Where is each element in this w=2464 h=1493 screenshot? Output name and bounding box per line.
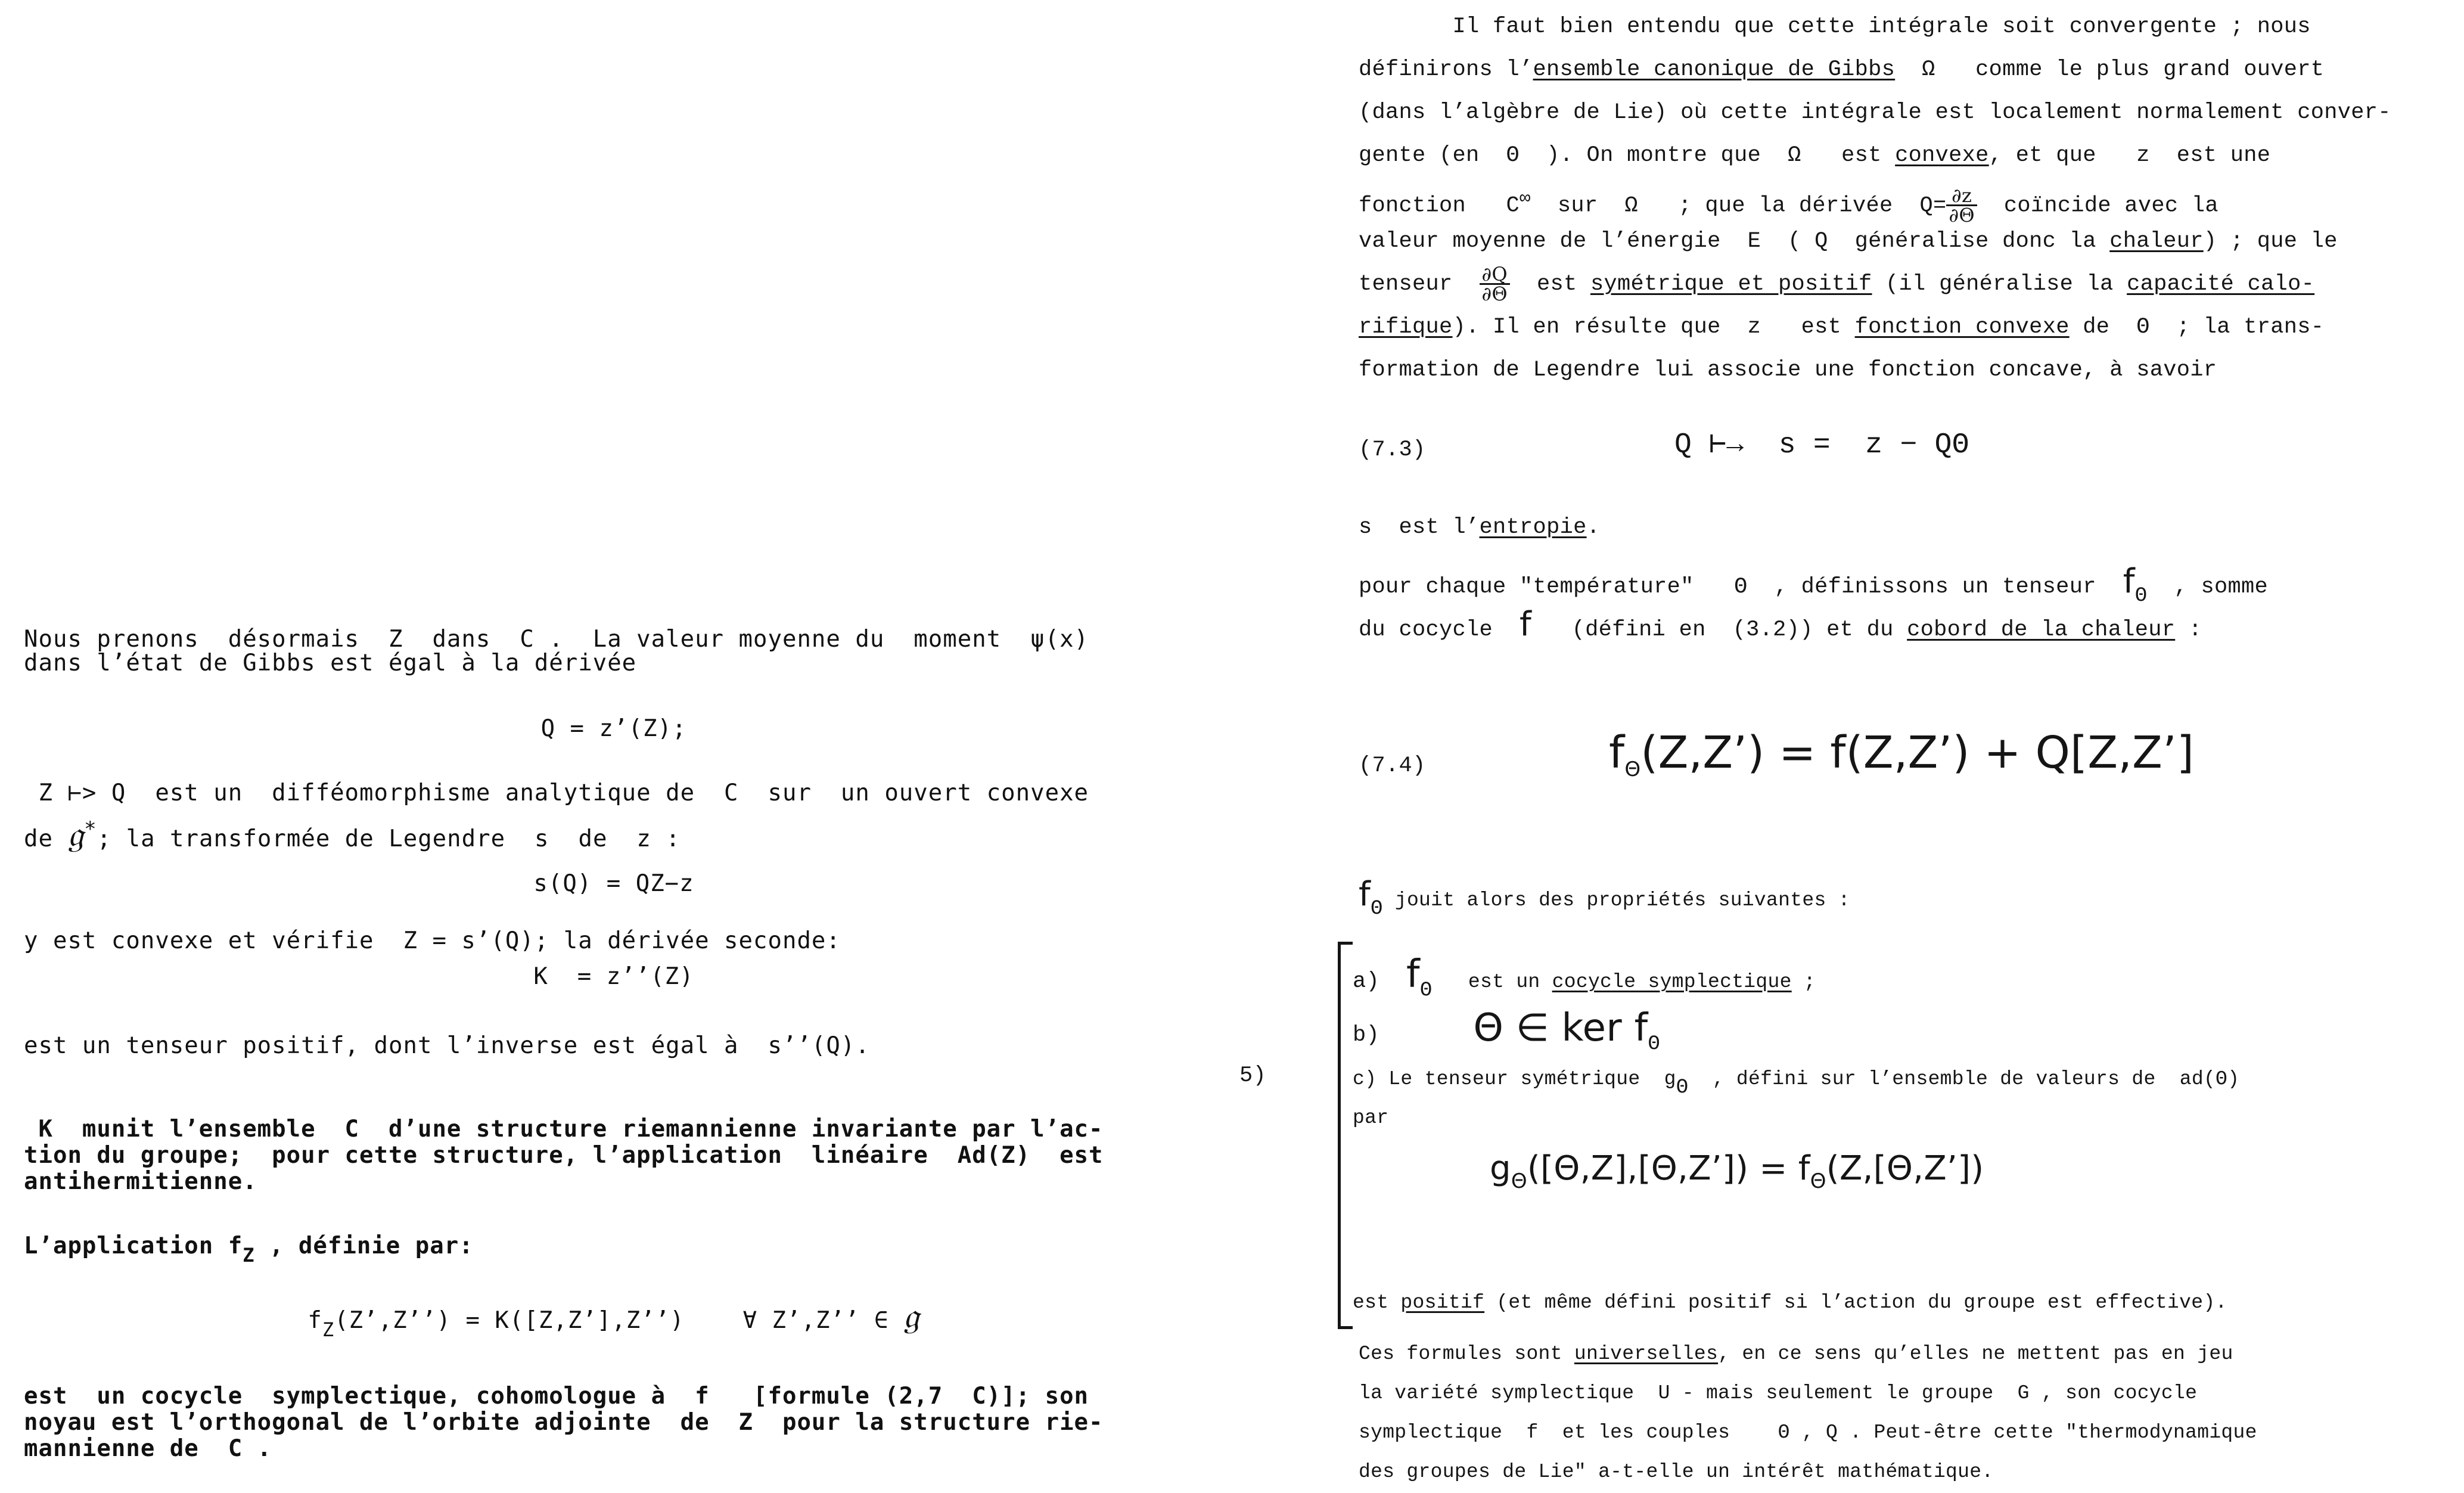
property-c: c) Le tenseur symétrique $g_\Theta$ , défini sur l’ensemble de valeurs de ad(Θ) xyxy=(1353,1068,2240,1099)
text-line: gente (en Θ ). On montre que Ω est convexe, et que z est une xyxy=(1359,143,2271,168)
equation-label: (7.4) xyxy=(1359,753,1426,778)
text-line: de 𝔤*; la transformée de Legendre s de z : xyxy=(24,814,681,855)
psi-symbol: ψ(x) xyxy=(1030,626,1089,653)
text-line: dans l’état de Gibbs est égal à la dérivée xyxy=(24,650,637,676)
text-line: formation de Legendre lui associe une fonction concave, à savoir xyxy=(1359,358,2217,383)
property-bracket xyxy=(1338,942,1353,1329)
text-line: est positif (et même défini positif si l’action du groupe est effective). xyxy=(1353,1292,2227,1314)
text-line: rifique). Il en résulte que z est fonction convexe de Θ ; la trans- xyxy=(1359,315,2325,340)
text-line: y est convexe et vérifie Z = s’(Q); la dérivée seconde: xyxy=(24,927,841,954)
text-line: tion du groupe; pour cette structure, l’application linéaire Ad(Z) est xyxy=(24,1142,1104,1169)
equation-label: (7.3) xyxy=(1359,437,1426,463)
term-entropie: entropie xyxy=(1479,515,1587,540)
term-chaleur: chaleur xyxy=(2109,229,2204,254)
text-line: pour chaque "température" Θ , définissons un tenseur $f_\Theta$ , somme xyxy=(1359,562,2268,607)
equation-cocycle: $f_Z(Z’,Z’’)$ = K([Z,Z’],Z’’) ∀ Z’,Z’’ ∈ 𝔤 xyxy=(307,1295,920,1341)
text-line: mannienne de C . xyxy=(24,1435,272,1462)
text-line: s est l’entropie. xyxy=(1359,515,1601,540)
term-universelles: universelles xyxy=(1574,1343,1719,1365)
equation-entropy: Q ⊢→ s = z − QΘ xyxy=(1674,429,1969,461)
text-line: du cocycle f (défini en (3.2)) et du cobord de la chaleur : xyxy=(1359,605,2202,644)
text-line: symplectique f et les couples Θ , Q . Peut-être cette "thermodynamique xyxy=(1359,1421,2257,1444)
term-convexe: convexe xyxy=(1895,143,1989,168)
text-line: Il faut bien entendu que cette intégrale soit convergente ; nous xyxy=(1359,14,2311,39)
term-gibbs-ensemble: ensemble canonique de Gibbs xyxy=(1533,57,1896,82)
fraction: $\frac{\partial z}{\partial\Theta}$ xyxy=(1946,187,1977,224)
equation-q: Q = z’(Z); xyxy=(540,715,687,742)
text-line: Nous prenons désormais Z dans C . La valeur moyenne du moment ψ(x) xyxy=(24,626,1089,653)
text-line: tenseur $\frac{\partial Q}{\partial\Theta}$ est symétrique et positif (il généralise la capacité calo- xyxy=(1359,262,2315,305)
text-line: est un tenseur positif, dont l’inverse est égal à s’’(Q). xyxy=(24,1032,870,1059)
text-line: $f_\Theta$ jouit alors des propriétés suivantes : xyxy=(1359,875,1850,920)
text-line: noyau est l’orthogonal de l’orbite adjointe de Z pour la structure rie- xyxy=(24,1409,1104,1436)
text-line: Ces formules sont universelles, en ce sens qu’elles ne mettent pas en jeu xyxy=(1359,1343,2233,1365)
term-capacite-calorifique: capacité calo- xyxy=(2127,272,2315,297)
text-line: (dans l’algèbre de Lie) où cette intégrale est localement normalement conver- xyxy=(1359,100,2391,125)
term-fonction-convexe: fonction convexe xyxy=(1854,315,2070,340)
equation-legendre: s(Q) = QZ−z xyxy=(533,870,694,897)
fraction: $\frac{\partial Q}{\partial\Theta}$ xyxy=(1480,265,1510,303)
equation-f-theta: $f_\Theta(Z,Z’)$ = f(Z,Z’) + Q[Z,Z’] xyxy=(1609,727,2195,781)
lie-algebra-symbol: 𝔤 xyxy=(903,1295,920,1337)
text-line: K munit l’ensemble C d’une structure riemannienne invariante par l’ac- xyxy=(24,1116,1104,1143)
text-line: est un cocycle symplectique, cohomologue à f [formule (2,7 C)]; son xyxy=(24,1383,1089,1410)
text-line: antihermitienne. xyxy=(24,1168,257,1195)
term-cobord-chaleur: cobord de la chaleur xyxy=(1907,617,2176,642)
term-symetrique-positif: symétrique et positif xyxy=(1590,272,1872,297)
item-number: 5) xyxy=(1239,1063,1267,1088)
text-line: des groupes de Lie" a-t-elle un intérêt mathématique. xyxy=(1359,1461,1994,1483)
property-b: b) Θ ∈ ker $f_\Theta$ xyxy=(1353,1006,1661,1056)
text-line: la variété symplectique U - mais seulement le groupe G , son cocycle xyxy=(1359,1382,2198,1404)
property-a: a) $f_\Theta$ est un cocycle symplectique ; xyxy=(1353,952,1816,1002)
text-line: fonction C∞ sur Ω ; que la dérivée Q= $\frac{\partial z}{\partial\Theta}$ coïncide avec la xyxy=(1359,184,2218,227)
text-line: par xyxy=(1353,1107,1389,1129)
text-line: L’application $f_Z$ , définie par: xyxy=(24,1233,474,1267)
equation-k: K = z’’(Z) xyxy=(533,963,694,990)
lie-algebra-symbol: 𝔤 xyxy=(67,814,85,855)
term-positif: positif xyxy=(1400,1292,1485,1314)
text-line: définirons l’ensemble canonique de Gibbs Ω comme le plus grand ouvert xyxy=(1359,57,2325,82)
equation-g-theta: $g_\Theta([\Theta,Z],[\Theta,Z’])$ = $f_\Theta(Z,[\Theta,Z’])$ xyxy=(1490,1149,1984,1193)
text-line: valeur moyenne de l’énergie E ( Q généralise donc la chaleur) ; que le xyxy=(1359,229,2338,254)
text-line: Z ⊢> Q est un difféomorphisme analytique de C sur un ouvert convexe xyxy=(24,780,1089,806)
